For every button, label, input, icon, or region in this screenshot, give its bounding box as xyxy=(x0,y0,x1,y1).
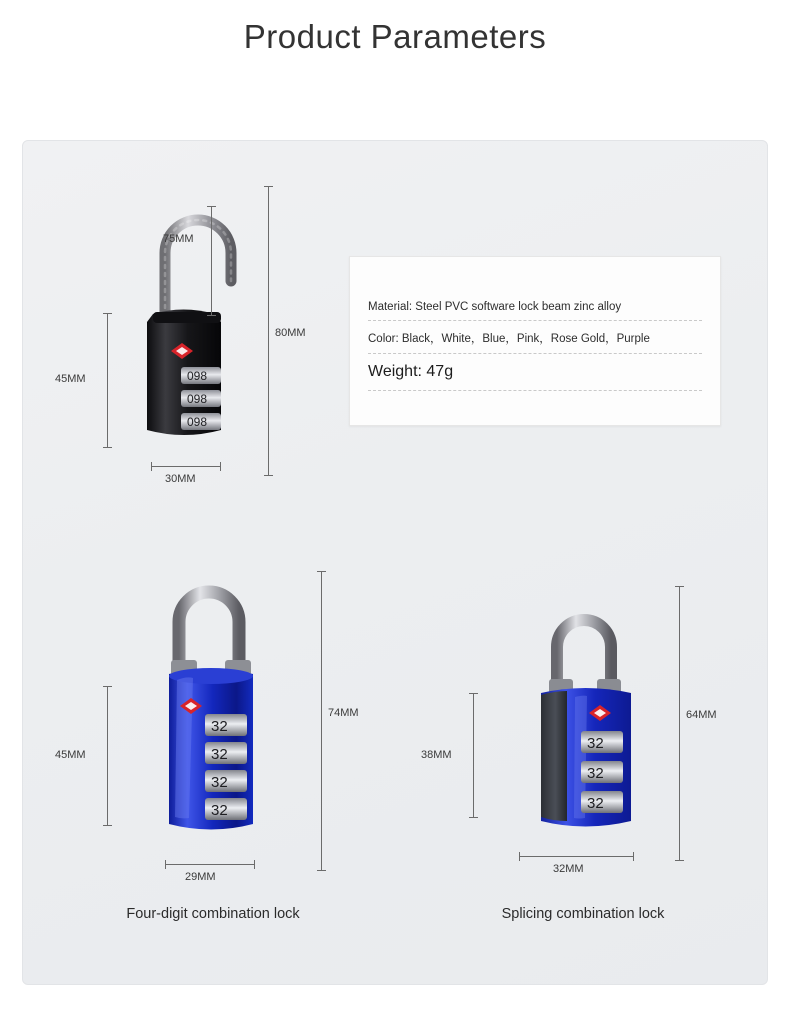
four-digit-total-height-line xyxy=(321,571,322,871)
cable-lock-total-height-label: 80MM xyxy=(275,327,306,339)
spec-color: Color: Black，White，Blue，Pink，Rose Gold，Purple xyxy=(368,330,702,354)
cable-lock-body-width-line xyxy=(151,466,221,467)
four-digit-body-height-label: 45MM xyxy=(55,749,86,761)
cable-lock-body-width-label: 30MM xyxy=(165,473,196,485)
svg-text:32: 32 xyxy=(211,718,228,735)
svg-text:32: 32 xyxy=(587,765,604,782)
svg-text:098: 098 xyxy=(187,392,208,406)
four-digit-lock-illustration xyxy=(133,556,333,856)
svg-text:098: 098 xyxy=(187,369,208,383)
four-digit-body-width-label: 29MM xyxy=(185,871,216,883)
parameters-panel xyxy=(22,140,768,985)
cable-lock-cable-height-label: 75MM xyxy=(163,233,194,245)
splicing-body-height-line xyxy=(473,693,474,818)
spec-weight: Weight: 47g xyxy=(368,363,702,391)
svg-text:32: 32 xyxy=(211,746,228,763)
four-digit-total-height-label: 74MM xyxy=(328,707,359,719)
four-digit-body-width-line xyxy=(165,864,255,865)
splicing-total-height-line xyxy=(679,586,680,861)
svg-text:32: 32 xyxy=(587,735,604,752)
splicing-lock-caption: Splicing combination lock xyxy=(501,906,665,922)
specification-box xyxy=(349,256,721,426)
cable-lock-body-height-label: 45MM xyxy=(55,373,86,385)
splicing-body-width-label: 32MM xyxy=(553,863,584,875)
spec-material: Material: Steel PVC software lock beam zinc alloy xyxy=(368,301,702,321)
page-title: Product Parameters xyxy=(243,18,547,55)
four-digit-body-height-line xyxy=(107,686,108,826)
splicing-body-height-label: 38MM xyxy=(421,749,452,761)
cable-lock-cable-height-line xyxy=(211,206,212,316)
svg-text:098: 098 xyxy=(187,415,208,429)
splicing-body-width-line xyxy=(519,856,634,857)
svg-text:32: 32 xyxy=(211,774,228,791)
four-digit-lock-caption: Four-digit combination lock xyxy=(126,906,300,922)
svg-text:32: 32 xyxy=(587,795,604,812)
cable-lock-body-height-line xyxy=(107,313,108,448)
splicing-total-height-label: 64MM xyxy=(686,709,717,721)
splicing-lock-illustration xyxy=(493,561,693,861)
cable-lock-total-height-line xyxy=(268,186,269,476)
svg-text:32: 32 xyxy=(211,802,228,819)
